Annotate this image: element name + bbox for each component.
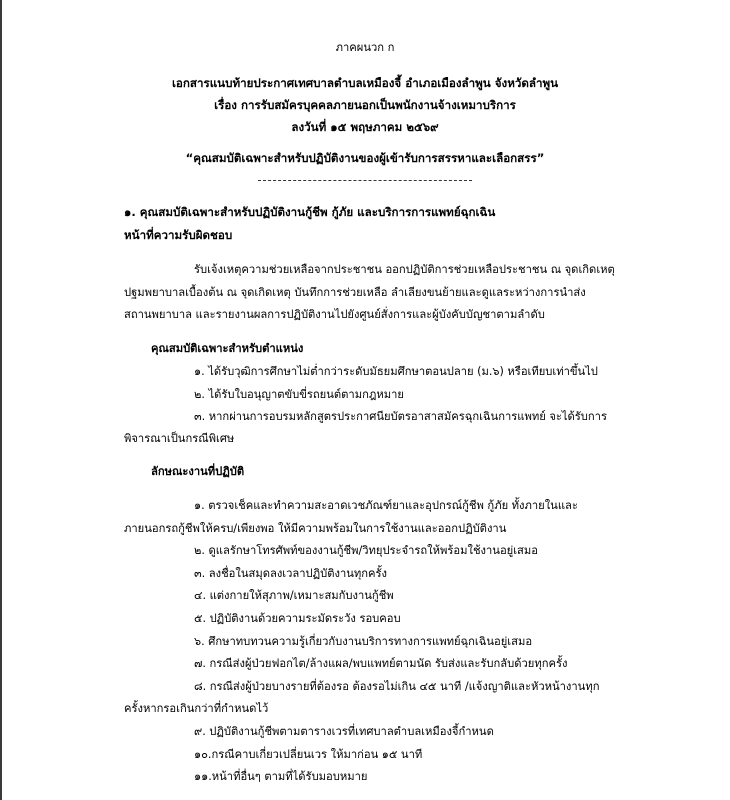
position-item-2: ๒. ได้รับใบอนุญาตขับขี่รถยนต์ตามกฎหมาย <box>194 388 404 401</box>
work-item-8-continued: ครั้งหากรอเกินกว่าที่กำหนดไว้ <box>124 702 269 715</box>
duties-line-1: รับเจ้งเหตุความช่วยเหลือจากประชาชน ออกปฏิบัติการช่วยเหลือประชาชน ณ จุดเกิดเหตุ <box>194 263 615 276</box>
page-left-border <box>0 0 2 800</box>
position-item-3-continued: พิจารณาเป็นกรณีพิเศษ <box>124 432 235 445</box>
duties-line-2: ปฐมพยาบาลเบื้องต้น ณ จุดเกิดเหตุ บันทึกการช่วยเหลือ ลำเลียงขนย้ายและดูแลระหว่างการนำส่ง <box>124 286 586 299</box>
position-item-1: ๑. ได้รับวุฒิการศึกษาไม่ต่ำกว่าระดับมัธยมศึกษาตอนปลาย (ม.๖) หรือเทียบเท่าขึ้นไป <box>194 365 598 378</box>
work-item-6: ๖. ศึกษาทบทวนความรู้เกี่ยวกับงานบริการทางการแพทย์ฉุกเฉินอยู่เสมอ <box>194 635 533 648</box>
duties-line-3: สถานพยาบาล และรายงานผลการปฏิบัติงานไปยังศูนย์สั่งการและผู้บังคับบัญชาตามลำดับ <box>124 308 545 321</box>
position-item-3: ๓. หากผ่านการอบรมหลักสูตรประกาศนียบัตรอาสาสมัครฉุกเฉินการแพทย์ จะได้รับการ <box>194 410 607 423</box>
document-title-line-1: เอกสารแนบท้ายประกาศเทศบาลตำบลเหมืองจี้ อำเภอเมืองลำพูน จังหวัดลำพูน <box>171 76 559 90</box>
position-qualifications-heading: คุณสมบัติเฉพาะสำหรับตำแหน่ง <box>151 342 304 355</box>
work-item-3: ๓. ลงชื่อในสมุดลงเวลาปฏิบัติงานทุกครั้ง <box>194 567 388 580</box>
annex-title: ภาคผนวก ก <box>335 41 395 54</box>
work-item-10: ๑๐.กรณีคาบเกี่ยวเปลี่ยนเวร ให้มาก่อน ๑๕ นาที <box>194 748 423 761</box>
work-item-11: ๑๑.หน้าที่อื่นๆ ตามที่ได้รับมอบหมาย <box>194 770 368 783</box>
work-item-8: ๘. กรณีส่งผู้ป่วยบางรายที่ต้องรอ ต้องรอไม่เกิน ๔๕ นาที /แจ้งญาติและหัวหน้างานทุก <box>194 680 600 693</box>
work-item-7: ๗. กรณีส่งผู้ป่วยฟอกไต/ล้างแผล/พบแพทย์ตามนัด รับส่งและรับกลับด้วยทุกครั้ง <box>194 657 568 670</box>
work-characteristics-heading: ลักษณะงานที่ปฏิบัติ <box>151 465 245 478</box>
header-divider <box>258 180 472 181</box>
work-item-1-continued: ภายนอกรถกู้ชีพให้ครบ/เพียงพอ ให้มีความพร้อมในการใช้งานและออกปฏิบัติงาน <box>124 522 507 535</box>
work-item-2: ๒. ดูแลรักษาโทรศัพท์ของงานกู้ชีพ/วิทยุประจำรถให้พร้อมใช้งานอยู่เสมอ <box>194 544 538 557</box>
document-title-line-2: เรื่อง การรับสมัครบุคคลภายนอกเป็นพนักงานจ้างเหมาบริการ <box>214 98 516 112</box>
work-item-4: ๔. แต่งกายให้สุภาพ/เหมาะสมกับงานกู้ชีพ <box>194 589 394 602</box>
section-1-heading: ๑. คุณสมบัติเฉพาะสำหรับปฏิบัติงานกู้ชีพ กู้ภัย และบริการการแพทย์ฉุกเฉิน <box>124 205 496 219</box>
work-item-1: ๑. ตรวจเช็คและทำความสะอาดเวชภัณฑ์ยาและอุปกรณ์กู้ชีพ กู้ภัย ทั้งภายในและ <box>194 499 578 512</box>
document-date: ลงวันที่ ๑๕ พฤษภาคม ๒๕๖๙ <box>291 120 439 134</box>
work-item-9: ๙. ปฏิบัติงานกู้ชีพตามตารางเวรที่เทศบาลตำบลเหมืองจี้กำหนด <box>194 725 494 738</box>
document-subtitle: “คุณสมบัติเฉพาะสำหรับปฏิบัติงานของผู้เข้ารับการสรรหาและเลือกสรร” <box>185 151 545 165</box>
duties-heading: หน้าที่ความรับผิดชอบ <box>124 228 233 242</box>
work-item-5: ๕. ปฏิบัติงานด้วยความระมัดระวัง รอบคอบ <box>194 612 401 625</box>
